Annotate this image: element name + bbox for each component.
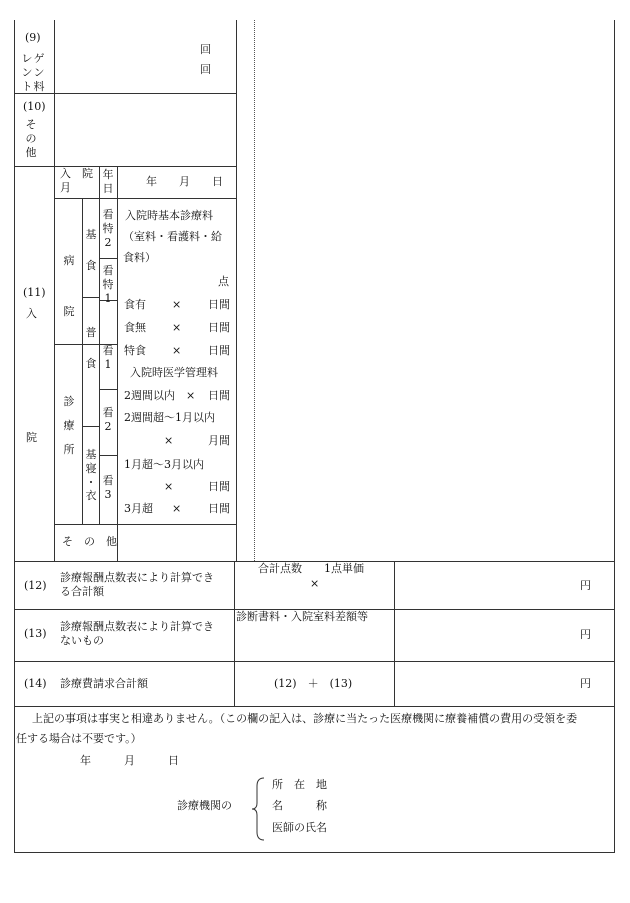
row12-number: (12) — [24, 579, 47, 592]
row14-number: (14) — [24, 677, 47, 690]
brace-icon — [250, 776, 266, 842]
lower-v-1 — [234, 561, 235, 707]
within-2w-times: × — [186, 389, 196, 402]
over-1m-times: × — [164, 480, 174, 493]
inpatient-number: (11) — [23, 286, 46, 299]
admission-divider-2 — [117, 166, 118, 198]
declaration-line-1: 上記の事項は事実と相違ありません。（この欄の記入は、診療に当たった医療機関に療養補償の費用の受領を委 — [32, 712, 578, 725]
special-meal: 特食 — [124, 344, 146, 357]
row13-unit: 円 — [580, 628, 591, 641]
clinic-label: 診 療 所 — [63, 395, 75, 457]
over-3m: 3月超 — [124, 502, 153, 515]
admission-divider — [99, 166, 100, 198]
within-2w-days: 日間 — [208, 389, 230, 402]
row14-mid-1: (12) ＋ (13) — [274, 677, 353, 690]
row12-mid-1: 合計点数 1点単価 — [258, 562, 364, 575]
frame-right — [614, 20, 615, 852]
admission-label-b: 月 — [60, 181, 71, 194]
frame-bottom — [14, 852, 615, 853]
over-2w-times: × — [164, 434, 174, 447]
other-label: そ の 他 — [25, 118, 37, 159]
inner-v-2 — [99, 198, 100, 524]
declaration-date: 年 月 日 — [80, 754, 179, 767]
xray-label-col1: ゲ ン 料 — [33, 52, 45, 93]
declaration-line-2: 任する場合は不要です。） — [16, 732, 142, 745]
row13-number: (13) — [24, 627, 47, 640]
inner-v-1 — [82, 198, 83, 524]
over-1m: 1月超〜3月以内 — [124, 458, 204, 471]
admission-label-c: 年 日 — [102, 168, 114, 195]
row12-label-2: る合計額 — [60, 585, 104, 598]
xray-times-1: 回 — [200, 43, 211, 56]
row-line-14 — [14, 661, 615, 662]
row14-label-1: 診療費請求合計額 — [60, 677, 148, 690]
xray-number: (9) — [25, 31, 41, 44]
row-line-10 — [14, 166, 237, 167]
kan1-label: 看 1 — [102, 344, 114, 371]
row12-unit: 円 — [580, 579, 591, 592]
kan2-label: 看 2 — [102, 406, 114, 433]
meal-no-times: × — [172, 321, 182, 334]
institution-name: 名 称 — [272, 799, 327, 812]
kan-line-4 — [99, 455, 118, 456]
kan-toku2-label: 看 特 2 — [102, 208, 114, 249]
row13-label-2: ないもの — [60, 634, 104, 647]
kan-line-1 — [99, 258, 118, 259]
row-line-end — [14, 706, 615, 707]
hospital-label: 病 院 — [63, 254, 75, 318]
inpatient-label-bottom: 院 — [26, 431, 37, 444]
fees-line-1: 入院時基本診療料 — [125, 209, 213, 222]
inner-v-3 — [117, 198, 118, 561]
kan-toku1-label: 看 特 1 — [102, 264, 114, 305]
row13-label-1: 診療報酬点数表により計算でき — [60, 620, 214, 633]
meal-yes: 食有 — [124, 298, 146, 311]
kihon-futsu-line — [82, 297, 100, 298]
within-2w: 2週間以内 — [124, 389, 175, 402]
kishin-label: 基 寝 ・ 衣 — [85, 448, 97, 503]
special-meal-times: × — [172, 344, 182, 357]
xray-label-col2: レ ン ト — [21, 52, 33, 93]
others-label: そ の 他 — [62, 535, 117, 548]
futsu-label: 普 食 — [85, 326, 97, 370]
row12-mid-2: × — [310, 577, 320, 590]
frame-left — [14, 20, 15, 852]
others-line — [54, 524, 237, 525]
meal-no: 食無 — [124, 321, 146, 334]
row13-mid-1: 診断書料・入院室料差額等 — [236, 610, 368, 623]
over-3m-days: 日間 — [208, 502, 230, 515]
meal-yes-days: 日間 — [208, 298, 230, 311]
meal-yes-times: × — [172, 298, 182, 311]
fees-line-3: 食料） — [123, 251, 156, 264]
special-meal-days: 日間 — [208, 344, 230, 357]
fees-point: 点 — [218, 275, 229, 288]
medical-mgmt: 入院時医学管理料 — [130, 366, 218, 379]
over-2w-months: 月間 — [208, 434, 230, 447]
row14-unit: 円 — [580, 677, 591, 690]
kihon-label: 基 食 — [85, 228, 97, 272]
kan3-label: 看 3 — [102, 474, 114, 501]
admission-date: 年 月 日 — [146, 175, 223, 188]
xray-times-2: 回 — [200, 63, 211, 76]
dotted-divider — [254, 20, 255, 561]
futsu-kishin-line — [82, 426, 100, 427]
institution-address: 所 在 地 — [272, 778, 327, 791]
lower-v-2 — [394, 561, 395, 707]
kan-line-3 — [99, 389, 118, 390]
over-1m-days: 日間 — [208, 480, 230, 493]
col-divider-1 — [54, 20, 55, 561]
other-number: (10) — [23, 100, 46, 113]
institution-label: 診療機関の — [177, 799, 232, 812]
doctor-name: 医師の氏名 — [272, 821, 327, 834]
meal-no-days: 日間 — [208, 321, 230, 334]
fees-line-2: （室料・看護料・給 — [123, 230, 222, 243]
admission-label-a: 入 院 — [60, 167, 93, 180]
row-line-9 — [14, 93, 237, 94]
col-divider-2 — [236, 20, 237, 561]
row12-label-1: 診療報酬点数表により計算でき — [60, 571, 214, 584]
over-3m-times: × — [172, 502, 182, 515]
inpatient-label-top: 入 — [26, 307, 37, 320]
over-2w: 2週間超〜1月以内 — [124, 411, 215, 424]
